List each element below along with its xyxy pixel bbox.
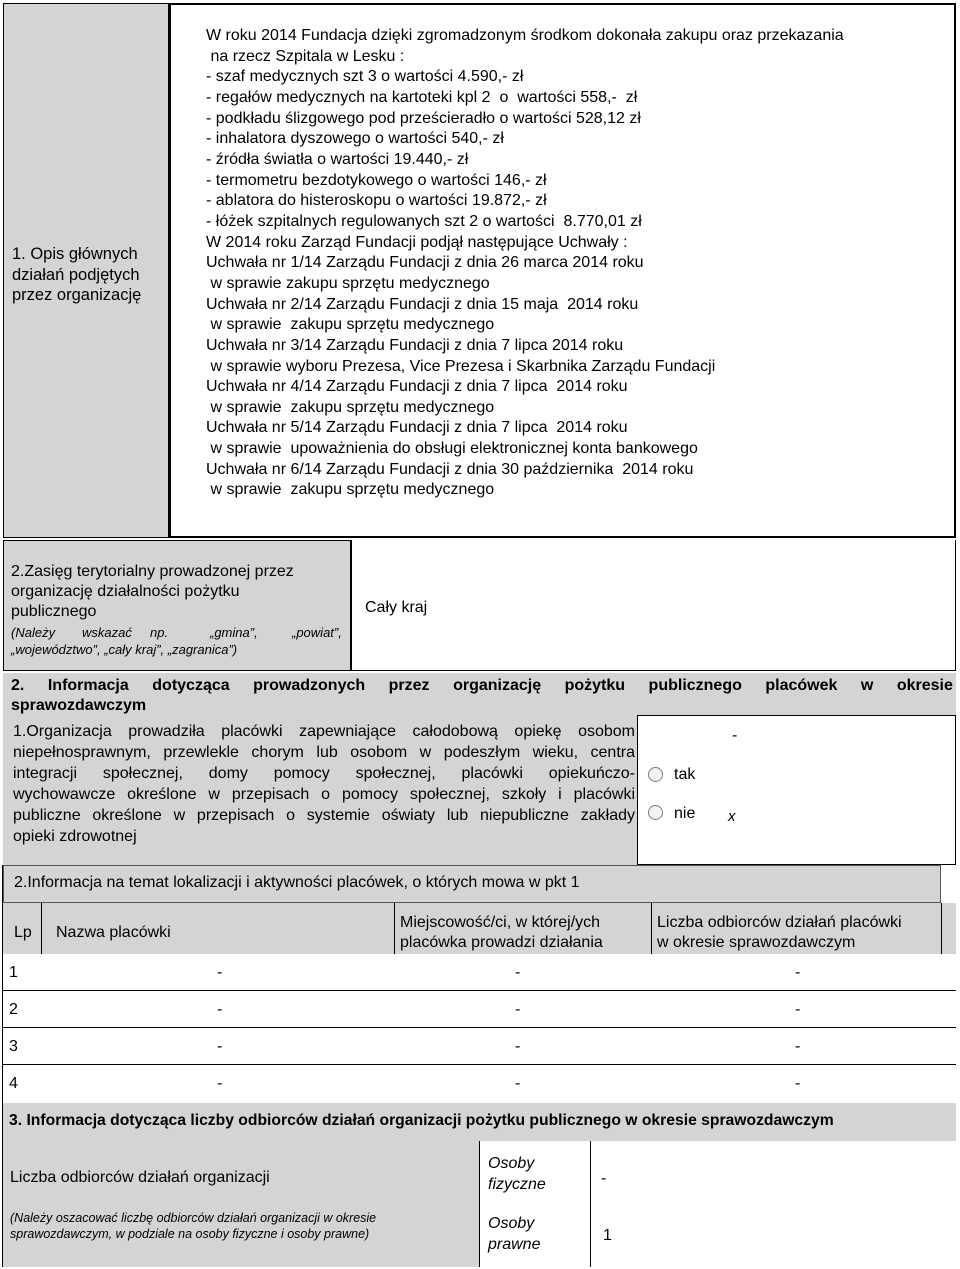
locations-table-header: Lp Nazwa placówki Miejscowość/ci, w której/ych placówka prowadzi działania Liczba odbiorców działań placówki w okresie sprawozdawczym xyxy=(3,903,956,954)
table-row: 2 - - - xyxy=(9,1001,801,1018)
recipients-value-cell xyxy=(590,1141,956,1267)
col-lp: Lp xyxy=(14,924,32,941)
heading-word: dotycząca xyxy=(152,677,230,694)
description-line: - łóżek szpitalnych regulowanych szt 2 o wartości 8.770,01 zł xyxy=(206,212,642,230)
heading-word: pożytku xyxy=(564,677,626,694)
option-tak-label: tak xyxy=(674,766,696,783)
description-line: - podkładu ślizgowego pod prześcieradło o wartości 528,12 zł xyxy=(206,109,641,127)
table-row: 3 - - - xyxy=(9,1038,801,1055)
col-name: Nazwa placówki xyxy=(56,924,171,941)
heading-word: publicznego xyxy=(648,677,742,694)
description-line: w sprawie wyboru Prezesa, Vice Prezesa i Skarbnika Zarządu Fundacji xyxy=(206,357,716,375)
facilities-question-line: opieki zdrowotnej xyxy=(13,828,137,845)
description-line: - ablatora do histeroskopu o wartości 19.872,- zł xyxy=(206,192,547,210)
facilities-question-line: 1.Organizacja prowadziła placówki zapewniające całodobową opiekę osobom xyxy=(13,723,635,740)
scope-title-line: publicznego xyxy=(11,603,97,620)
facilities-options-cell xyxy=(637,715,956,865)
recipients-note: (Należy oszacować liczbę odbiorców działań organizacji w okresie xyxy=(10,1211,377,1225)
description-line: Uchwała nr 2/14 Zarządu Fundacji z dnia 15 maja 2014 roku xyxy=(206,295,639,313)
description-line: W roku 2014 Fundacja dzięki zgromadzonym środkom dokonała zakupu oraz przekazania xyxy=(206,27,844,44)
facilities-question-line: wychowawcze określone w przepisach o pomocy społecznej, szkoły i placówki xyxy=(13,786,635,803)
heading-word: przez xyxy=(388,677,430,694)
facilities-heading xyxy=(11,676,953,696)
table-row: 1 - - - xyxy=(9,964,801,981)
heading-word: organizację xyxy=(453,677,542,694)
divider xyxy=(2,1103,3,1267)
natural-persons-label: Osoby xyxy=(488,1155,535,1172)
description-line: na rzecz Szpitala w Lesku : xyxy=(206,47,405,65)
heading-word: 2. xyxy=(11,677,25,694)
description-line: w sprawie zakupu sprzętu medycznego xyxy=(206,398,495,416)
section1-label: 1. Opis głównych działań podjętych przez organizację xyxy=(12,245,142,304)
scope-title-line: organizację działalności pożytku xyxy=(11,583,240,600)
description-line: - inhalatora dyszowego o wartości 540,- zł xyxy=(206,130,504,148)
divider xyxy=(651,903,652,954)
description-line: Uchwała nr 4/14 Zarządu Fundacji z dnia 7 lipca 2014 roku xyxy=(206,378,628,396)
recipients-type-cell: Osoby fizyczne Osoby prawne xyxy=(479,1141,590,1267)
table-row: 4 - - - xyxy=(9,1075,801,1092)
facilities-question-line: publiczne określone w przepisach o systemie oświaty lub niepubliczne zakłady xyxy=(13,807,635,824)
selected-mark: x xyxy=(728,808,736,825)
description-line: w sprawie zakupu sprzętu medycznego xyxy=(206,481,495,499)
recipients-heading: 3. Informacja dotycząca liczby odbiorców działań organizacji pożytku publicznego w okresie sprawozdawczym xyxy=(9,1112,834,1129)
recipients-label: Liczba odbiorców działań organizacji xyxy=(10,1169,270,1186)
description-line: Uchwała nr 5/14 Zarządu Fundacji z dnia 7 lipca 2014 roku xyxy=(206,419,628,437)
section1-description xyxy=(206,26,844,501)
facilities-question-cell xyxy=(3,715,637,865)
radio-tak[interactable] xyxy=(648,767,663,782)
legal-persons-label: Osoby xyxy=(488,1215,535,1232)
description-line: Uchwała nr 1/14 Zarządu Fundacji z dnia 26 marca 2014 roku xyxy=(206,254,644,272)
heading-word: okresie xyxy=(896,677,953,694)
heading-word: placówek xyxy=(765,677,838,694)
description-line: w sprawie upoważnienia do obsługi elektronicznej konta bankowego xyxy=(206,440,698,458)
scope-note: „województwo”, „cały kraj”, „zagranica”) xyxy=(11,642,238,657)
description-line: - termometru bezdotykowego o wartości 146,- zł xyxy=(206,171,547,189)
locations-heading: 2.Informacja na temat lokalizacji i aktywności placówek, o których mowa w pkt 1 xyxy=(14,874,580,891)
divider xyxy=(394,903,395,954)
section1-label-cell xyxy=(3,3,169,538)
scope-value: Cały kraj xyxy=(365,599,428,616)
radio-nie[interactable] xyxy=(648,805,663,820)
description-line: w sprawie zakupu sprzętu medycznego xyxy=(206,316,495,334)
description-line: W 2014 roku Zarząd Fundacji podjął następujące Uchwały : xyxy=(206,233,628,251)
facilities-heading-cell: 2. Informacja dotycząca prowadzonych przez organizację pożytku publicznego placówek w okresie sprawozdawczym xyxy=(3,673,956,715)
scope-label-cell: 2.Zasięg terytorialny prowadzonej przez organizację działalności pożytku publicznego (Należy wskazać np. „gmina”, „powiat”, „województwo”, „cały kraj”, „zagranica”) xyxy=(3,540,351,671)
recipients-label-cell: Liczba odbiorców działań organizacji (Należy oszacować liczbę odbiorców działań organizacji w okresie sprawozdawczym, w podziale na osoby fizyczne i osoby prawne) xyxy=(3,1141,956,1267)
col-place: Miejscowość/ci, w której/ych xyxy=(400,914,601,931)
description-line: Uchwała nr 3/14 Zarządu Fundacji z dnia 7 lipca 2014 roku xyxy=(206,336,624,354)
divider xyxy=(41,903,42,954)
facilities-question-line: niepełnosprawnym, przewlekle chorym lub osobom w podeszłym wieku, centra xyxy=(13,744,635,761)
natural-persons-value: - xyxy=(601,1170,607,1187)
locations-heading-cell xyxy=(3,865,941,903)
col-count: Liczba odbiorców działań placówki xyxy=(657,914,902,931)
recipients-heading-cell xyxy=(3,1103,956,1141)
heading-word: prowadzonych xyxy=(253,677,366,694)
description-line: w sprawie zakupu sprzętu medycznego xyxy=(206,274,490,292)
facilities-question-line: integracji społecznej, domy pomocy społecznej, placówki opiekuńczo- xyxy=(13,765,635,782)
heading-word: w xyxy=(860,677,874,694)
description-line: - szaf medycznych szt 3 o wartości 4.590,- zł xyxy=(206,68,524,86)
option-nie-label: nie xyxy=(674,805,696,822)
legal-persons-value: 1 xyxy=(603,1227,612,1244)
dash: - xyxy=(732,727,738,744)
description-line: Uchwała nr 6/14 Zarządu Fundacji z dnia 30 października 2014 roku xyxy=(206,460,694,478)
scope-title-line: 2.Zasięg terytorialny prowadzonej przez xyxy=(11,563,294,580)
description-line: - źródła światła o wartości 19.440,- zł xyxy=(206,150,469,168)
divider xyxy=(941,903,942,954)
scope-value-cell xyxy=(351,540,956,671)
heading-word: Informacja xyxy=(47,677,129,694)
description-line: - regałów medycznych na kartoteki kpl 2 o wartości 558,- zł xyxy=(206,88,638,106)
